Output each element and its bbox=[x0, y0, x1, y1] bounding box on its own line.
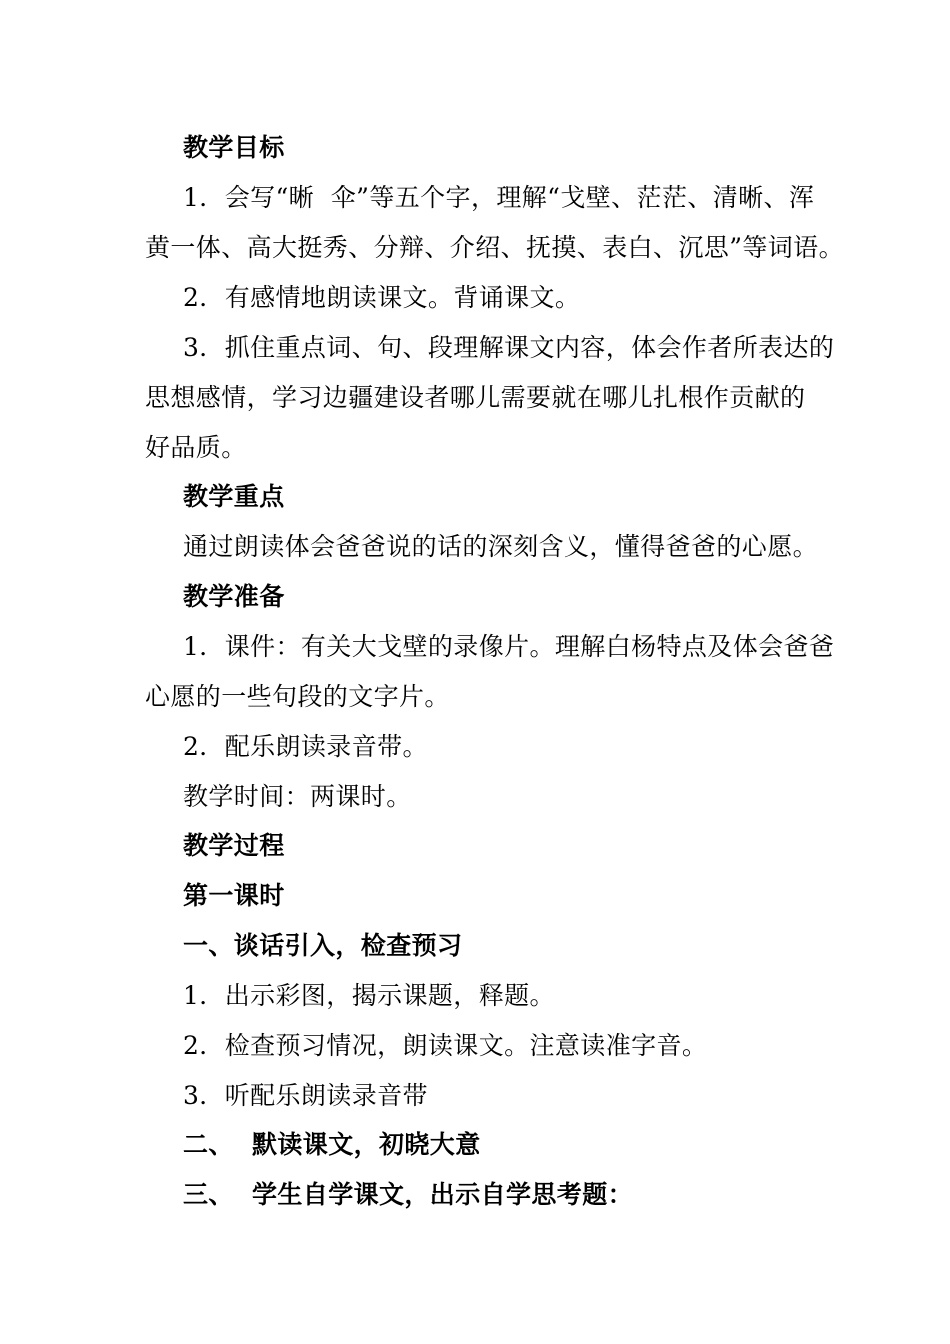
goal-2: 2．有感情地朗读课文。背诵课文。 bbox=[183, 283, 581, 312]
goal-3-line-3: 好品质。 bbox=[145, 433, 247, 462]
step-1-item-3: 3．听配乐朗读录音带 bbox=[183, 1081, 428, 1110]
process-heading: 教学过程 bbox=[183, 831, 285, 860]
step-2-heading: 二、 默读课文，初晓大意 bbox=[183, 1130, 481, 1159]
goal-1-line-2: 黄一体、高大挺秀、分辩、介绍、抚摸、表白、沉思”等词语。 bbox=[145, 233, 844, 262]
prep-1-line-1: 1．课件：有关大戈壁的录像片。理解白杨特点及体会爸爸 bbox=[183, 632, 835, 661]
lesson-1-heading: 第一课时 bbox=[183, 881, 285, 910]
prep-1-line-2: 心愿的一些句段的文字片。 bbox=[145, 682, 450, 711]
focus-text: 通过朗读体会爸爸说的话的深刻含义，懂得爸爸的心愿。 bbox=[183, 532, 819, 561]
focus-heading: 教学重点 bbox=[183, 482, 285, 511]
teaching-time: 教学时间：两课时。 bbox=[183, 782, 412, 811]
prep-2: 2．配乐朗读录音带。 bbox=[183, 732, 428, 761]
step-1-item-2: 2．检查预习情况，朗读课文。注意读准字音。 bbox=[183, 1031, 708, 1060]
goal-1-line-1: 1．会写“晰 伞”等五个字，理解“戈壁、茫茫、清晰、浑 bbox=[183, 183, 815, 212]
step-3-heading: 三、 学生自学课文，出示自学思考题： bbox=[183, 1180, 634, 1209]
step-1-item-1: 1．出示彩图，揭示课题，释题。 bbox=[183, 981, 555, 1010]
goal-3-line-1: 3．抓住重点词、句、段理解课文内容，体会作者所表达的 bbox=[183, 333, 835, 362]
goal-3-line-2: 思想感情，学习边疆建设者哪儿需要就在哪儿扎根作贡献的 bbox=[145, 383, 806, 412]
prep-heading: 教学准备 bbox=[183, 582, 285, 611]
step-1-heading: 一、谈话引入，检查预习 bbox=[183, 931, 463, 960]
goals-heading: 教学目标 bbox=[183, 133, 285, 162]
